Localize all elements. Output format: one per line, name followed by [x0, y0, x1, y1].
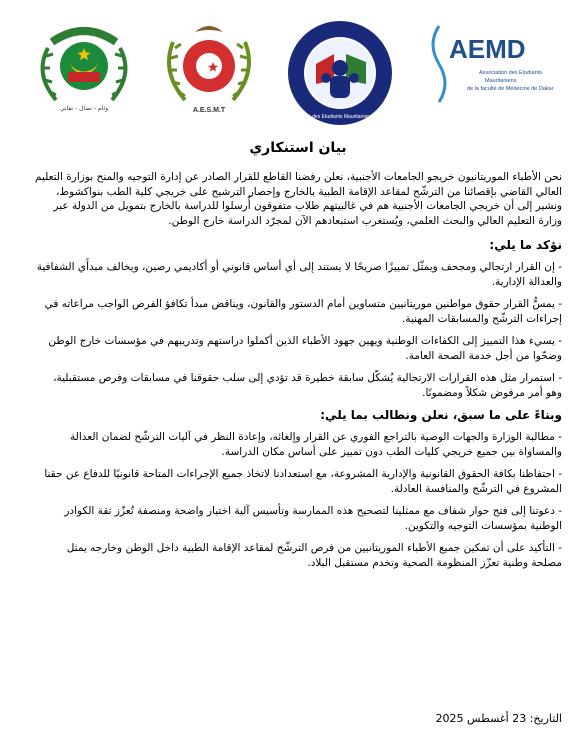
- svg-text:de la faculté de Médecine de D: de la faculté de Médecine de Dakar: [467, 86, 554, 92]
- document-date: التاريخ: 23 أغسطس 2025: [435, 712, 562, 725]
- amm-logo: [282, 18, 398, 128]
- svg-text:Mauritaniens: Mauritaniens: [485, 78, 517, 84]
- intro-paragraph: نحن الأطباء الموريتانيون خريجو الجامعات الأجنبية، نعلن رفضنا القاطع للقرار الصادر عن إدارة التوجيه والمنح بوزارة التعليم العالي القاضي بإقصائنا من الترشّح لمقاعد الإقامة الطبية بالخارج وإحصار الترشيح على خريجي كلية الطب بنواكشوط، ونشير إلى أن خريجي الجامعات الأجنبية هم في غالبيتهم طلاب متفوقون أُرسلوا للدراسة بالخارج بتمويل من الدولة عبر وزارة التعليم العالي والبحث العلمي، ويُستغرب استبعادهم الآن لمجرّد الدراسة خارج الوطن.: [34, 171, 562, 227]
- section2-item: - التأكيد على أن تمكين جميع الأطباء الموريتانيين من فرص الترشّح لمقاعد الإقامة الطبية داخل الوطن وخارجه يمثل مصلحة وطنية تعزّز المنظومة الصحية وتخدم مستقبل البلاد.: [66, 542, 562, 569]
- section2-item: - مطالبة الوزارة والجهات الوصية بالتراجع الفوري عن القرار وإلغائه، وإعادة النظر في آليات الترشّح لضمان العدالة والمساواة بين جميع خريجي كليات الطب دون تمييز على أساس مكان الدراسة.: [70, 431, 562, 458]
- aesmt-text: A.E.S.M.T: [192, 107, 226, 114]
- section2-heading: وبناءً على ما سبق، نعلن ونطالب بما يلي:: [320, 408, 562, 422]
- svg-text:Association des Etudiants Maur: Association des Etudiants Mauritaniens au Maroc: [285, 114, 395, 120]
- section1-item: - استمرار مثل هذه القرارات الارتجالية يُشكّل سابقة خطيرة قد تؤدي إلى سلب حقوقنا في مسابقات وفرص مستقبلية، وهو أمر مرفوض شكلاً ومضمونًا.: [53, 372, 562, 399]
- logos-header: [0, 0, 581, 140]
- left-logo-motto: وئام - نضال - تفاني: [59, 105, 109, 112]
- section2-item: - دعوتنا إلى فتح حوار شفاف مع ممثلينا لتصحيح هذه الممارسة وتأسيس آلية اختيار واضحة ومنصفة تُعزّز ثقة الكوادر الوطنية بمؤسسات التوجيه والتكوين.: [64, 505, 562, 532]
- left-association-logo: [28, 14, 140, 124]
- aemd-title-text: AEMD: [449, 34, 526, 64]
- statement-document: [34, 140, 562, 578]
- page-title: بيان استنكاري: [249, 140, 347, 156]
- aemd-logo: [419, 14, 555, 112]
- section1-heading: نؤكد ما يلي:: [489, 238, 562, 252]
- svg-text:Association des Etudiants: Association des Etudiants: [479, 70, 542, 76]
- section2-item: - احتفاظنا بكافة الحقوق القانونية والإدارية المشروعة، مع استعدادنا لاتخاذ جميع الإجراءات المتاحة قانونيًا للدفاع عن حقنا المشروع في الترشّح والمنافسة العادلة.: [44, 468, 562, 495]
- aesmt-logo: [155, 12, 263, 124]
- section1-item: - يمسُّ القرار حقوق مواطنين موريتانيين متساوين أمام الدستور والقانون، ويناقض مبدأ تكافؤ الفرص الواجب مراعاته في إجراءات الترشّح والمسابقات المهنية.: [44, 298, 562, 325]
- section1-item: - إن القرار ارتجالي ومجحف ويمثّل تمييزًا صريحًا لا يستند إلى أي أساس قانوني أو أكاديمي رصين، ويخالف مبدأَي الشفافية والعدالة الإدارية.: [36, 261, 562, 288]
- section1-item: - يسيء هذا التمييز إلى الكفاءات الوطنية ويهين جهود الأطباء الذين أكملوا دراستهم وتدريبهم في مؤسسات خارج الوطن وضحّوا من أجل خدمة الصحة العامة.: [48, 335, 562, 362]
